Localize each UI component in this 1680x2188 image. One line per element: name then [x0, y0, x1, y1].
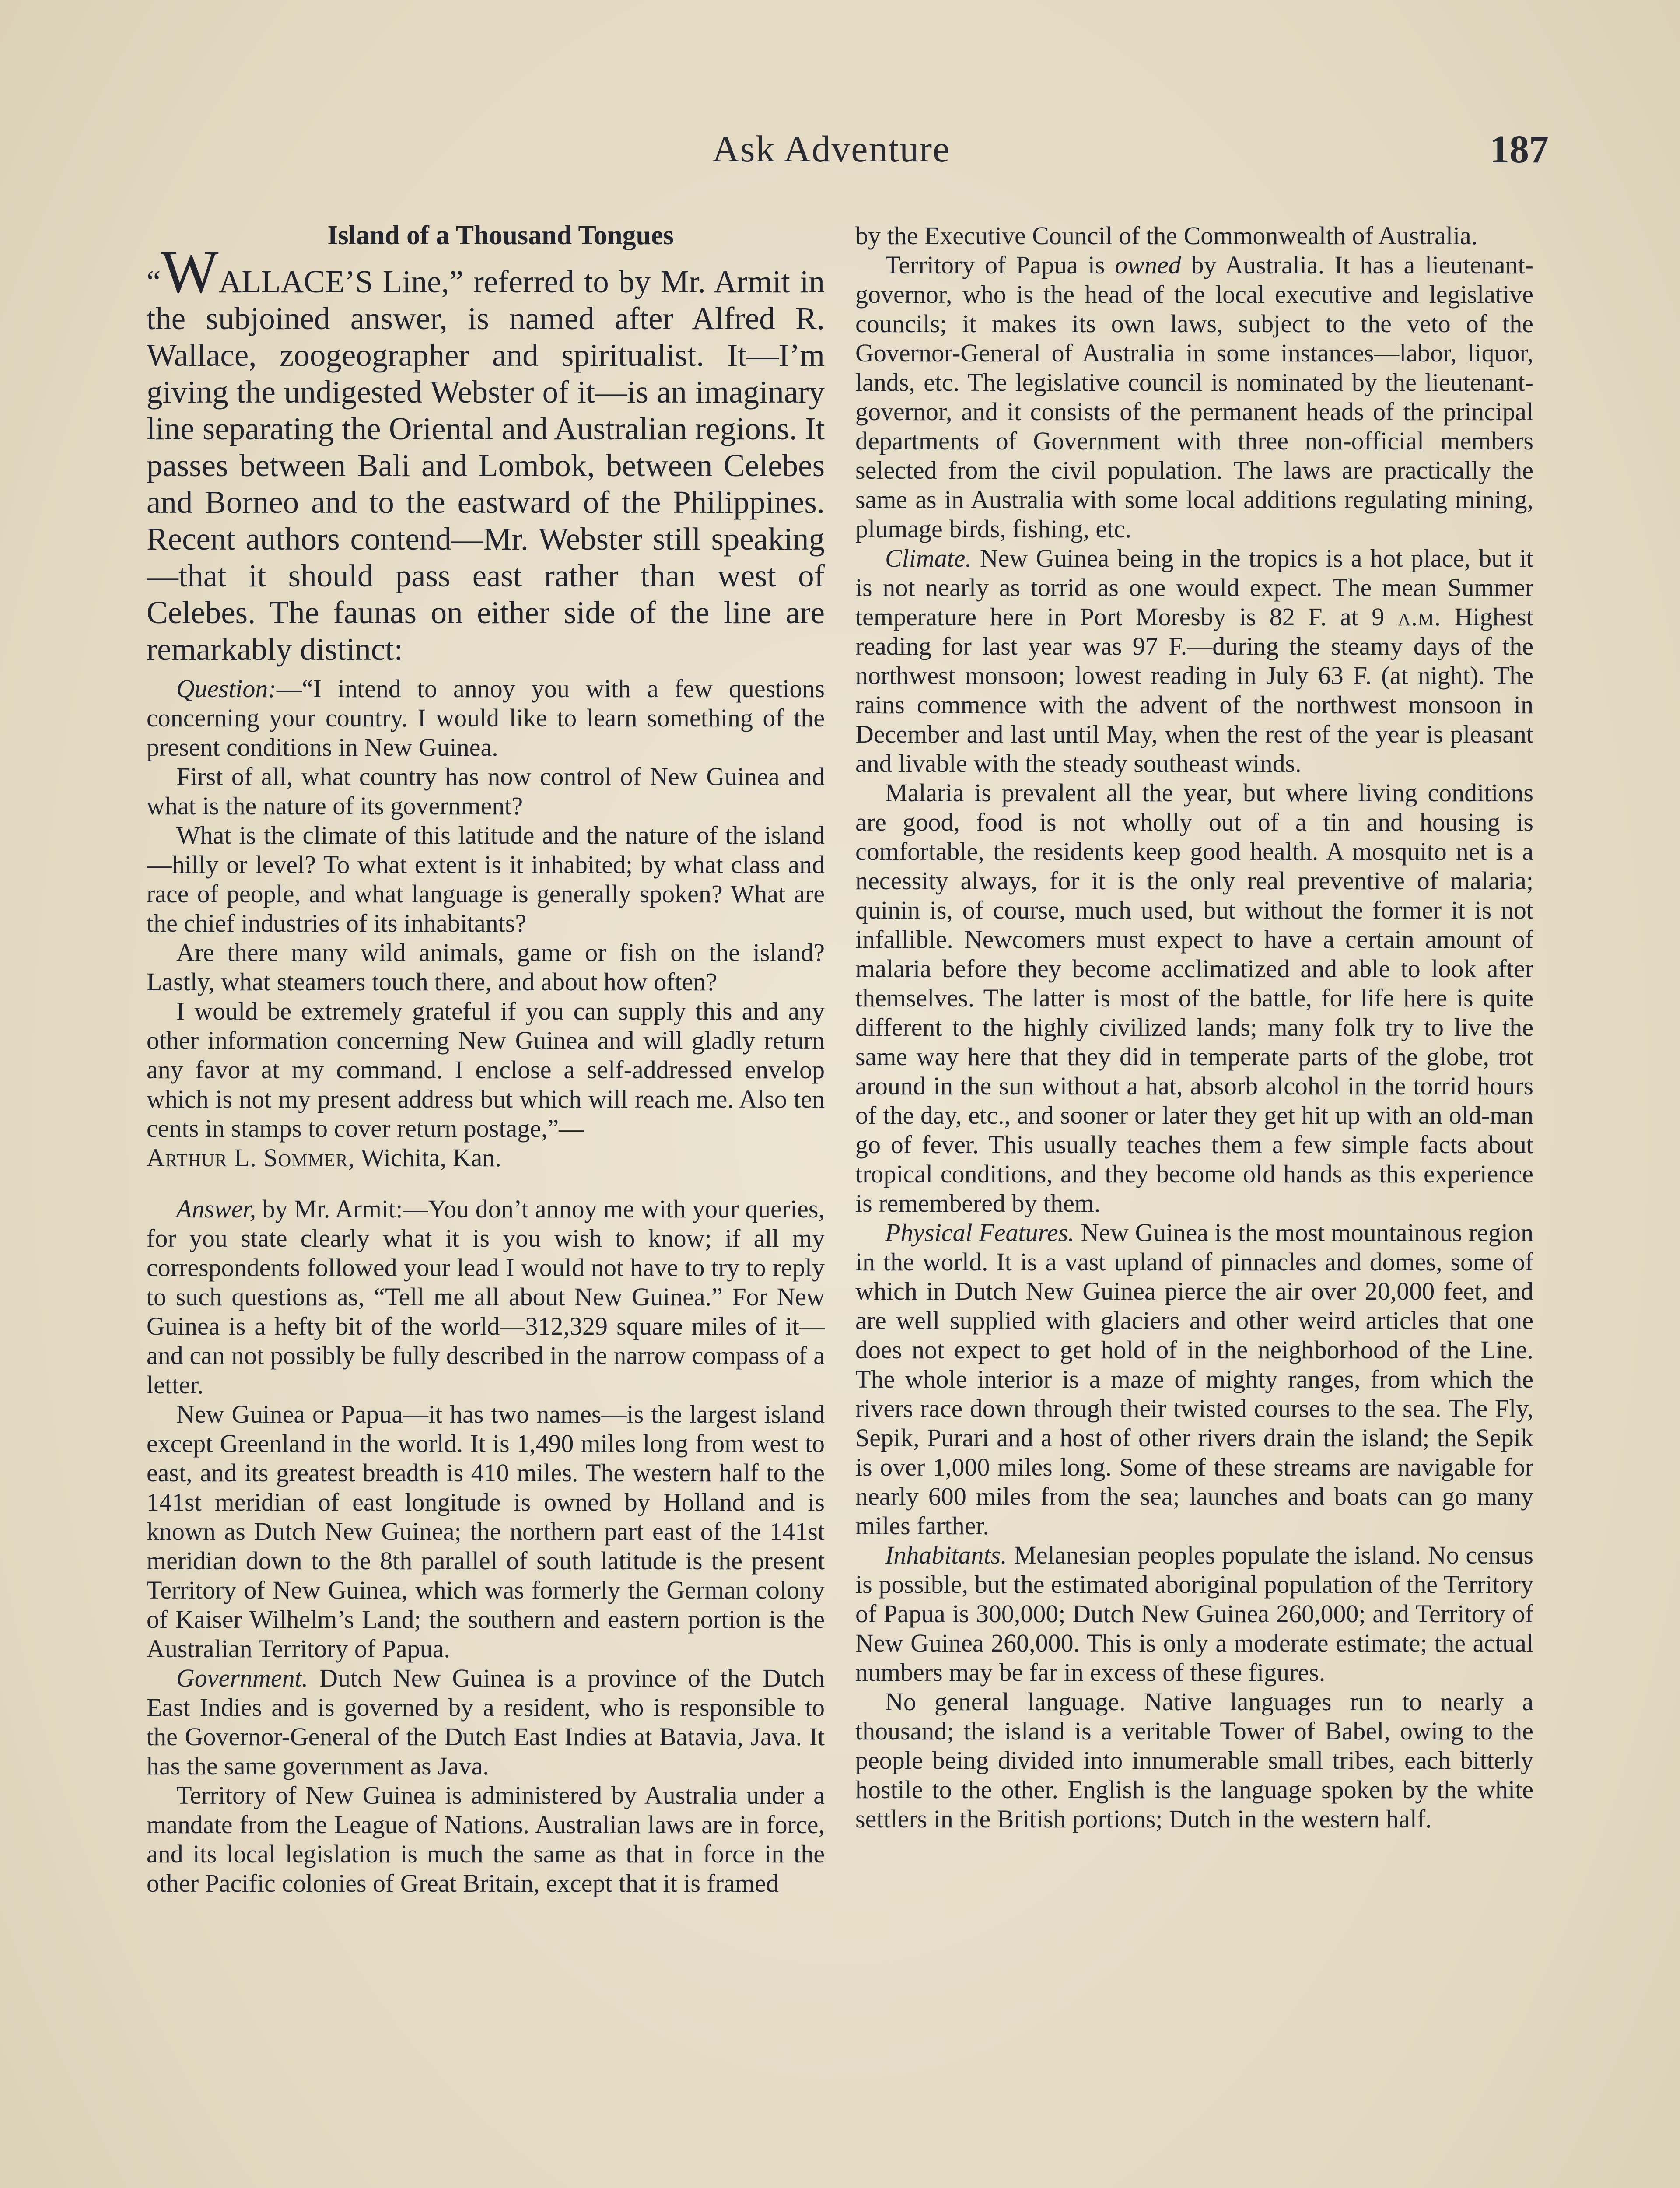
right-column: [855, 221, 1533, 2188]
page-number: 187: [1490, 128, 1549, 171]
intro-paragraph: [147, 238, 825, 668]
papua-text-before: Territory of Papua is: [885, 251, 1115, 279]
question-paragraph-5: I would be extremely grateful if you can supply this and any other information concerning New Guinea and will gladly return any favor at my command. I enclose a self-addressed envelop which is not my present address but which will reach me. Also ten cents in stamps to cover return postage,”—: [147, 997, 825, 1143]
drop-cap: W: [161, 238, 219, 306]
climate-label: Climate.: [885, 544, 972, 572]
question-paragraph-4: Are there many wild animals, game or fish on the island? Lastly, what steamers touch there, and about how often?: [147, 938, 825, 996]
climate-time: a.m.: [1397, 603, 1442, 631]
signature-place: Wichita, Kan.: [354, 1143, 501, 1172]
question-paragraph-1: [147, 674, 825, 762]
territory-paragraph: Territory of New Guinea is administered by Australia under a mandate from the League of Nations. Australian laws are in force, and its local legislation is much the same as that in force in the other Pacific colonies of Great Britain, except that it is framed: [147, 1781, 825, 1897]
government-label: Government.: [176, 1664, 308, 1692]
malaria-paragraph: Malaria is prevalent all the year, but where living conditions are good, food is not wholly out of a tin and housing is comfortable, the residents keep good health. A mosquito net is a necessity always, for it is the only real preventive of malaria; quinin is, of course, much used, but without the former it is not infallible. Newcomers must expect to have a certain amount of malaria before they become acclimatized and able to look after themselves. The latter is most of the battle, for life here is quite different to the highly civilized lands; many folk try to live the same way here that they did in temperate parts of the globe, trot around in the sun without a hat, absorb alcohol in the torrid hours of the day, etc., and sooner or later they get hit up with an old-man go of fever. This usually teaches them a few simple facts about tropical conditions, and they become old hands as this experience is remembered by them.: [855, 778, 1533, 1217]
inhabitants-text: Melanesian peoples populate the island. No census is possible, but the estimated aboriginal population of the Territory of Papua is 300,000; Dutch New Guinea 260,000; and Territory of New Guinea 260,000. This is only a moderate estimate; the actual numbers may be far in excess of these figures.: [855, 1541, 1533, 1687]
answer-paragraph-2: New Guinea or Papua—it has two names—is the largest island except Greenland in the world. It is 1,490 miles long from west to east, and its greatest breadth is 410 miles. The western half to the 141st meridian of east longitude is owned by Holland and is known as Dutch New Guinea; the northern part east of the 141st meridian down to the 8th parallel of south latitude is the present Territory of New Guinea, which was formerly the German colony of Kaiser Wilhelm’s Land; the southern and eastern portion is the Australian Territory of Papua.: [147, 1400, 825, 1663]
intro-text: ALLACE’S Line,” referred to by Mr. Armit in the subjoined answer, is named after Alfred R. Wallace, zoogeographer and spiritualist. It—I’m giving the undigested Webster of it—is an imaginary line separating the Oriental and Australian regions. It passes between Bali and Lombok, between Celebes and Borneo and to the eastward of the Philippines. Recent authors contend—Mr. Webster still speaking—that it should pass east rather than west of Celebes. The faunas on either side of the line are remarkably distinct:: [147, 264, 825, 667]
government-paragraph: [147, 1663, 825, 1781]
answer-paragraph-1: [147, 1194, 825, 1399]
question-paragraph-3: What is the climate of this latitude and the nature of the island—hilly or level? To what extent is it inhabited; by what class and race of people, and what language is generally spoken? What are the chief industries of its inhabitants?: [147, 821, 825, 937]
continued-paragraph: by the Executive Council of the Commonwealth of Australia.: [855, 221, 1478, 250]
question-label: Question:: [176, 674, 276, 703]
papua-paragraph: [855, 250, 1533, 543]
inhabitants-label: Inhabitants.: [885, 1541, 1007, 1569]
physical-features-text: New Guinea is the most mountainous region in the world. It is a vast upland of pinnacles and domes, some of which in Dutch New Guinea pierce the air over 20,000 feet, and are well supplied with glaciers and other weird articles that one does not expect to get hold of in the neighborhood of the Line. The whole interior is a maze of mighty ranges, from which the rivers race down through their twisted courses to the sea. The Fly, Sepik, Purari and a host of other rivers drain the island; the Sepik is over 1,000 miles long. Some of these streams are navigable for nearly 600 miles from the sea; launches and boats can go many miles farther.: [855, 1218, 1533, 1540]
climate-paragraph: [855, 543, 1533, 778]
climate-text-before: New Guinea being in the tropics is a hot place, but it is not nearly as torrid as one would expect. The mean Summer temperature here in Port Moresby is 82 F. at 9: [855, 544, 1533, 631]
section-gap: [147, 1172, 825, 1194]
answer-text-1: by Mr. Armit:—You don’t annoy me with your queries, for you state clearly what it is you wish to know; if all my correspondents followed your lead I would not have to try to reply to such questions as, “Tell me all about New Guinea.” For New Guinea is a hefty bit of the world—312,329 square miles of it—and can not possibly be fully described in the narrow compass of a letter.: [147, 1195, 825, 1399]
left-column: [147, 221, 825, 2188]
papua-emphasis: owned: [1115, 251, 1181, 279]
signature-name: Arthur L. Sommer,: [147, 1143, 355, 1172]
language-paragraph: No general language. Native languages run to nearly a thousand; the island is a veritable Tower of Babel, owing to the people being divided into innumerable small tribes, each bitterly hostile to the other. English is the language spoken by the white settlers in the British portions; Dutch in the western half.: [855, 1687, 1533, 1833]
running-header-title: Ask Adventure: [712, 128, 951, 170]
physical-features-paragraph: [855, 1218, 1533, 1540]
physical-features-label: Physical Features.: [885, 1218, 1074, 1247]
government-text: Dutch New Guinea is a province of the Dutch East Indies and is governed by a resident, who is responsible to the Governor-General of the Dutch East Indies at Batavia, Java. It has the same government as Java.: [147, 1664, 825, 1780]
section-heading: Island of a Thousand Tongues: [327, 221, 674, 250]
inhabitants-paragraph: [855, 1540, 1533, 1687]
climate-text-after: Highest reading for last year was 97 F.—during the steamy days of the northwest monsoon; lowest reading in July 63 F. (at night). The rains commence with the advent of the northwest monsoon in December and last until May, when the rest of the year is pleasant and livable with the steady southeast winds.: [855, 603, 1533, 778]
intro-open-quote: “: [147, 264, 161, 299]
question-paragraph-2: First of all, what country has now control of New Guinea and what is the nature of its government?: [147, 762, 825, 820]
signature-line: [147, 1143, 825, 1172]
answer-label: Answer,: [176, 1195, 256, 1223]
papua-text-after: by Australia. It has a lieutenant-governor, who is the head of the local executive and legislative councils; it makes its own laws, subject to the veto of the Governor-General of Australia in some instances—labor, liquor, lands, etc. The legislative council is nominated by the lieutenant-governor, and it consists of the permanent heads of the principal departments of Government with three non-official members selected from the civil population. The laws are practically the same as in Australia with some local additions regulating mining, plumage birds, fishing, etc.: [855, 251, 1533, 543]
question-text-1: —“I intend to annoy you with a few questions concerning your country. I would like to learn something of the present conditions in New Guinea.: [147, 674, 825, 761]
